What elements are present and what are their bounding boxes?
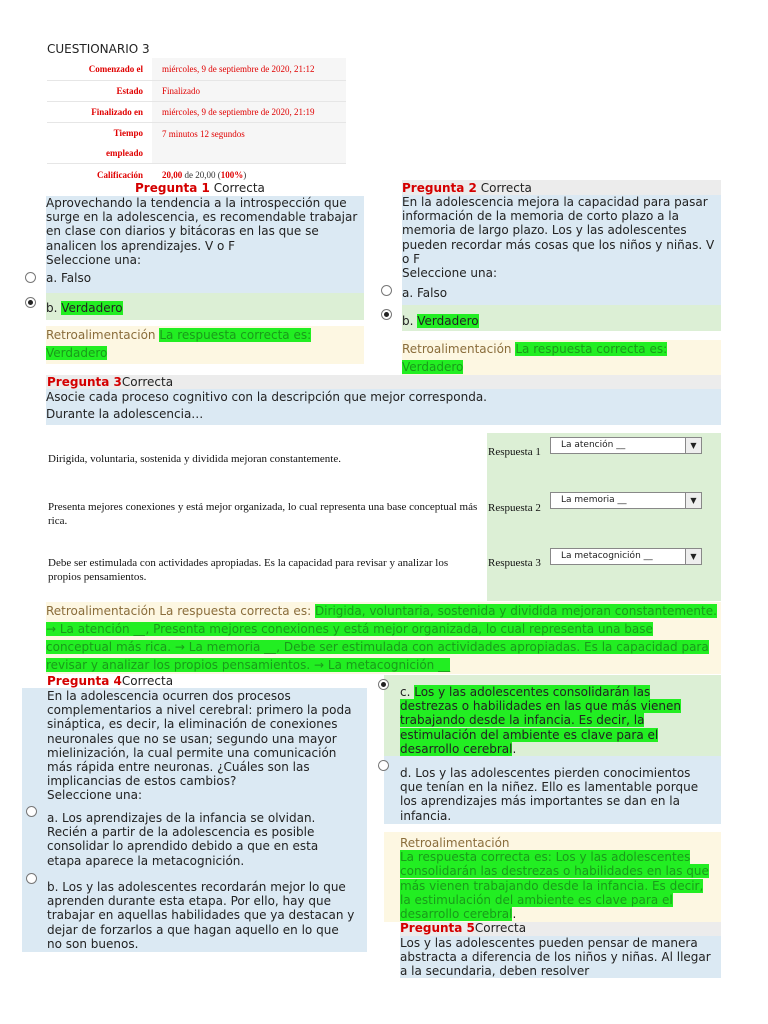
chevron-down-icon: ▼ (685, 549, 701, 564)
q1-header: Pregunta 1 Correcta (135, 181, 265, 195)
q1-radio-a[interactable] (25, 272, 36, 283)
chevron-down-icon: ▼ (685, 493, 701, 508)
q2-radio-a[interactable] (381, 285, 392, 296)
q3-item-3-text: Debe ser estimulada con actividades apropiadas. Es la capacidad para revisar y analizar los propios pensamientos. (48, 557, 449, 583)
q5-header: Pregunta 5Correcta (400, 921, 527, 935)
finished-value: miércoles, 9 de septiembre de 2020, 21:19 (152, 101, 346, 122)
started-value: miércoles, 9 de septiembre de 2020, 21:12 (152, 58, 346, 80)
q3-resp-2-label: Respuesta 2 (488, 502, 541, 514)
q4-radio-c[interactable] (378, 679, 389, 690)
q2-radio-b[interactable] (381, 309, 392, 320)
chevron-down-icon: ▼ (685, 438, 701, 453)
grade-label: Calificación (97, 170, 143, 181)
q5-question: Los y las adolescentes pueden pensar de manera abstracta a diferencia de los niños y niñas. Al llegar a la secundaria, deben resolver (400, 936, 721, 978)
q3-resp-3-label: Respuesta 3 (488, 557, 541, 569)
state-value: Finalizado (152, 80, 346, 101)
started-label: Comenzado el (88, 63, 143, 74)
q3-item-2-text: Presenta mejores conexiones y está mejor organizada, lo cual representa una base conceptual más rica. (48, 501, 478, 527)
state-label: Estado (116, 85, 143, 96)
page-title: CUESTIONARIO 3 (47, 42, 150, 56)
q4-option-c[interactable]: c. Los y las adolescentes consolidarán las destrezas o habilidades en las que más vienen trabajando desde la infancia. Es decir, la estimulación del ambiente es clave para el desarrollo cerebral. (384, 675, 721, 756)
q3-select-3[interactable]: La metacognición __ ▼ (550, 548, 702, 565)
q1-option-a[interactable]: a. Falso (46, 271, 92, 286)
q2-feedback: Retroalimentación La respuesta correcta es: Verdadero (402, 340, 721, 377)
q4-option-b[interactable]: b. Los y las adolescentes recordarán mejor lo que aprenden durante esta etapa. Por ello, hay que trabajar en aquellas habilidades que ya destacan y dejar de forzarlos a que hagan aquello en lo que no son buenos. (47, 880, 355, 951)
time-label: Tiempo empleado (106, 127, 143, 158)
q3-select-2[interactable]: La memoria __ ▼ (550, 492, 702, 509)
q3-select-1[interactable]: La atención __ ▼ (550, 437, 702, 454)
q2-header: Pregunta 2 Correcta (402, 181, 532, 195)
q1-radio-b[interactable] (25, 297, 36, 308)
q3-question: Asocie cada proceso cognitivo con la descripción que mejor corresponda. Durante la adolescencia… (46, 389, 721, 425)
q4-option-d[interactable]: d. Los y las adolescentes pierden conocimientos que tenían en la niñez. Ello es lamentable porque los aprendizajes más importantes se dan en la infancia. (384, 756, 721, 824)
q3-resp-1-label: Respuesta 1 (488, 446, 541, 458)
q4-header: Pregunta 4Correcta (47, 674, 174, 688)
q4-radio-b[interactable] (26, 873, 37, 884)
q3-header: Pregunta 3Correcta (47, 375, 174, 389)
q3-feedback: Retroalimentación La respuesta correcta es: Dirigida, voluntaria, sostenida y dividida mejoran constantemente. → La atención __, Presenta mejores conexiones y está mejor organizada, lo cual representa una base conceptual más rica. → La memoria __, Debe ser estimulada con actividades apropiadas. Es la capacidad para revisar y analizar los propios pensamientos. → La metacognición __ (46, 602, 721, 674)
attempt-summary (47, 58, 346, 187)
grade-value: 20,00 de 20,00 (100%) (162, 170, 247, 181)
q2-option-b[interactable]: b. Verdadero (402, 305, 721, 331)
q3-answers-panel (487, 433, 721, 601)
q1-option-b[interactable]: b. Verdadero (46, 293, 364, 320)
q4-question: En la adolescencia ocurren dos procesos complementarios a nivel cerebral: primero la poda sináptica, es decir, la eliminación de conexiones neuronales que no se usan; segundo una mayor mielinización, la cual permite una comunicación más rápida entre neuronas. ¿Cuáles son las implicancias de estos cambios? Seleccione una: (47, 689, 352, 803)
q4-radio-a[interactable] (26, 806, 37, 817)
finished-label: Finalizado en (91, 106, 143, 117)
q1-feedback: Retroalimentación La respuesta correcta es: Verdadero (46, 326, 364, 364)
q3-item-1-text: Dirigida, voluntaria, sostenida y dividida mejoran constantemente. (48, 453, 341, 465)
q2-question: En la adolescencia mejora la capacidad para pasar información de la memoria de corto plazo a la memoria de largo plazo. Los y las adolescentes pueden recordar más cosas que los niños y niñas. V o F Seleccione una: a. Falso (402, 195, 721, 305)
q1-question: Aprovechando la tendencia a la introspección que surge en la adolescencia, es recomendable trabajar en clase con diarios y bitácoras en las que se analicen los aprendizajes. V o F Seleccione una: a. Falso (46, 196, 364, 293)
q4-radio-d[interactable] (378, 760, 389, 771)
q2-option-a[interactable]: a. Falso (402, 286, 448, 301)
time-value: 7 minutos 12 segundos (152, 122, 346, 163)
q4-feedback: Retroalimentación La respuesta correcta es: Los y las adolescentes consolidarán las destrezas o habilidades en las que más vienen trabajando desde la infancia. Es decir, la estimulación del ambiente es clave para el desarrollo cerebral. (384, 832, 721, 922)
q4-option-a[interactable]: a. Los aprendizajes de la infancia se olvidan. Recién a partir de la adolescencia es posible consolidar lo aprendido debido a que en esta etapa aparece la metacognición. (47, 811, 319, 868)
